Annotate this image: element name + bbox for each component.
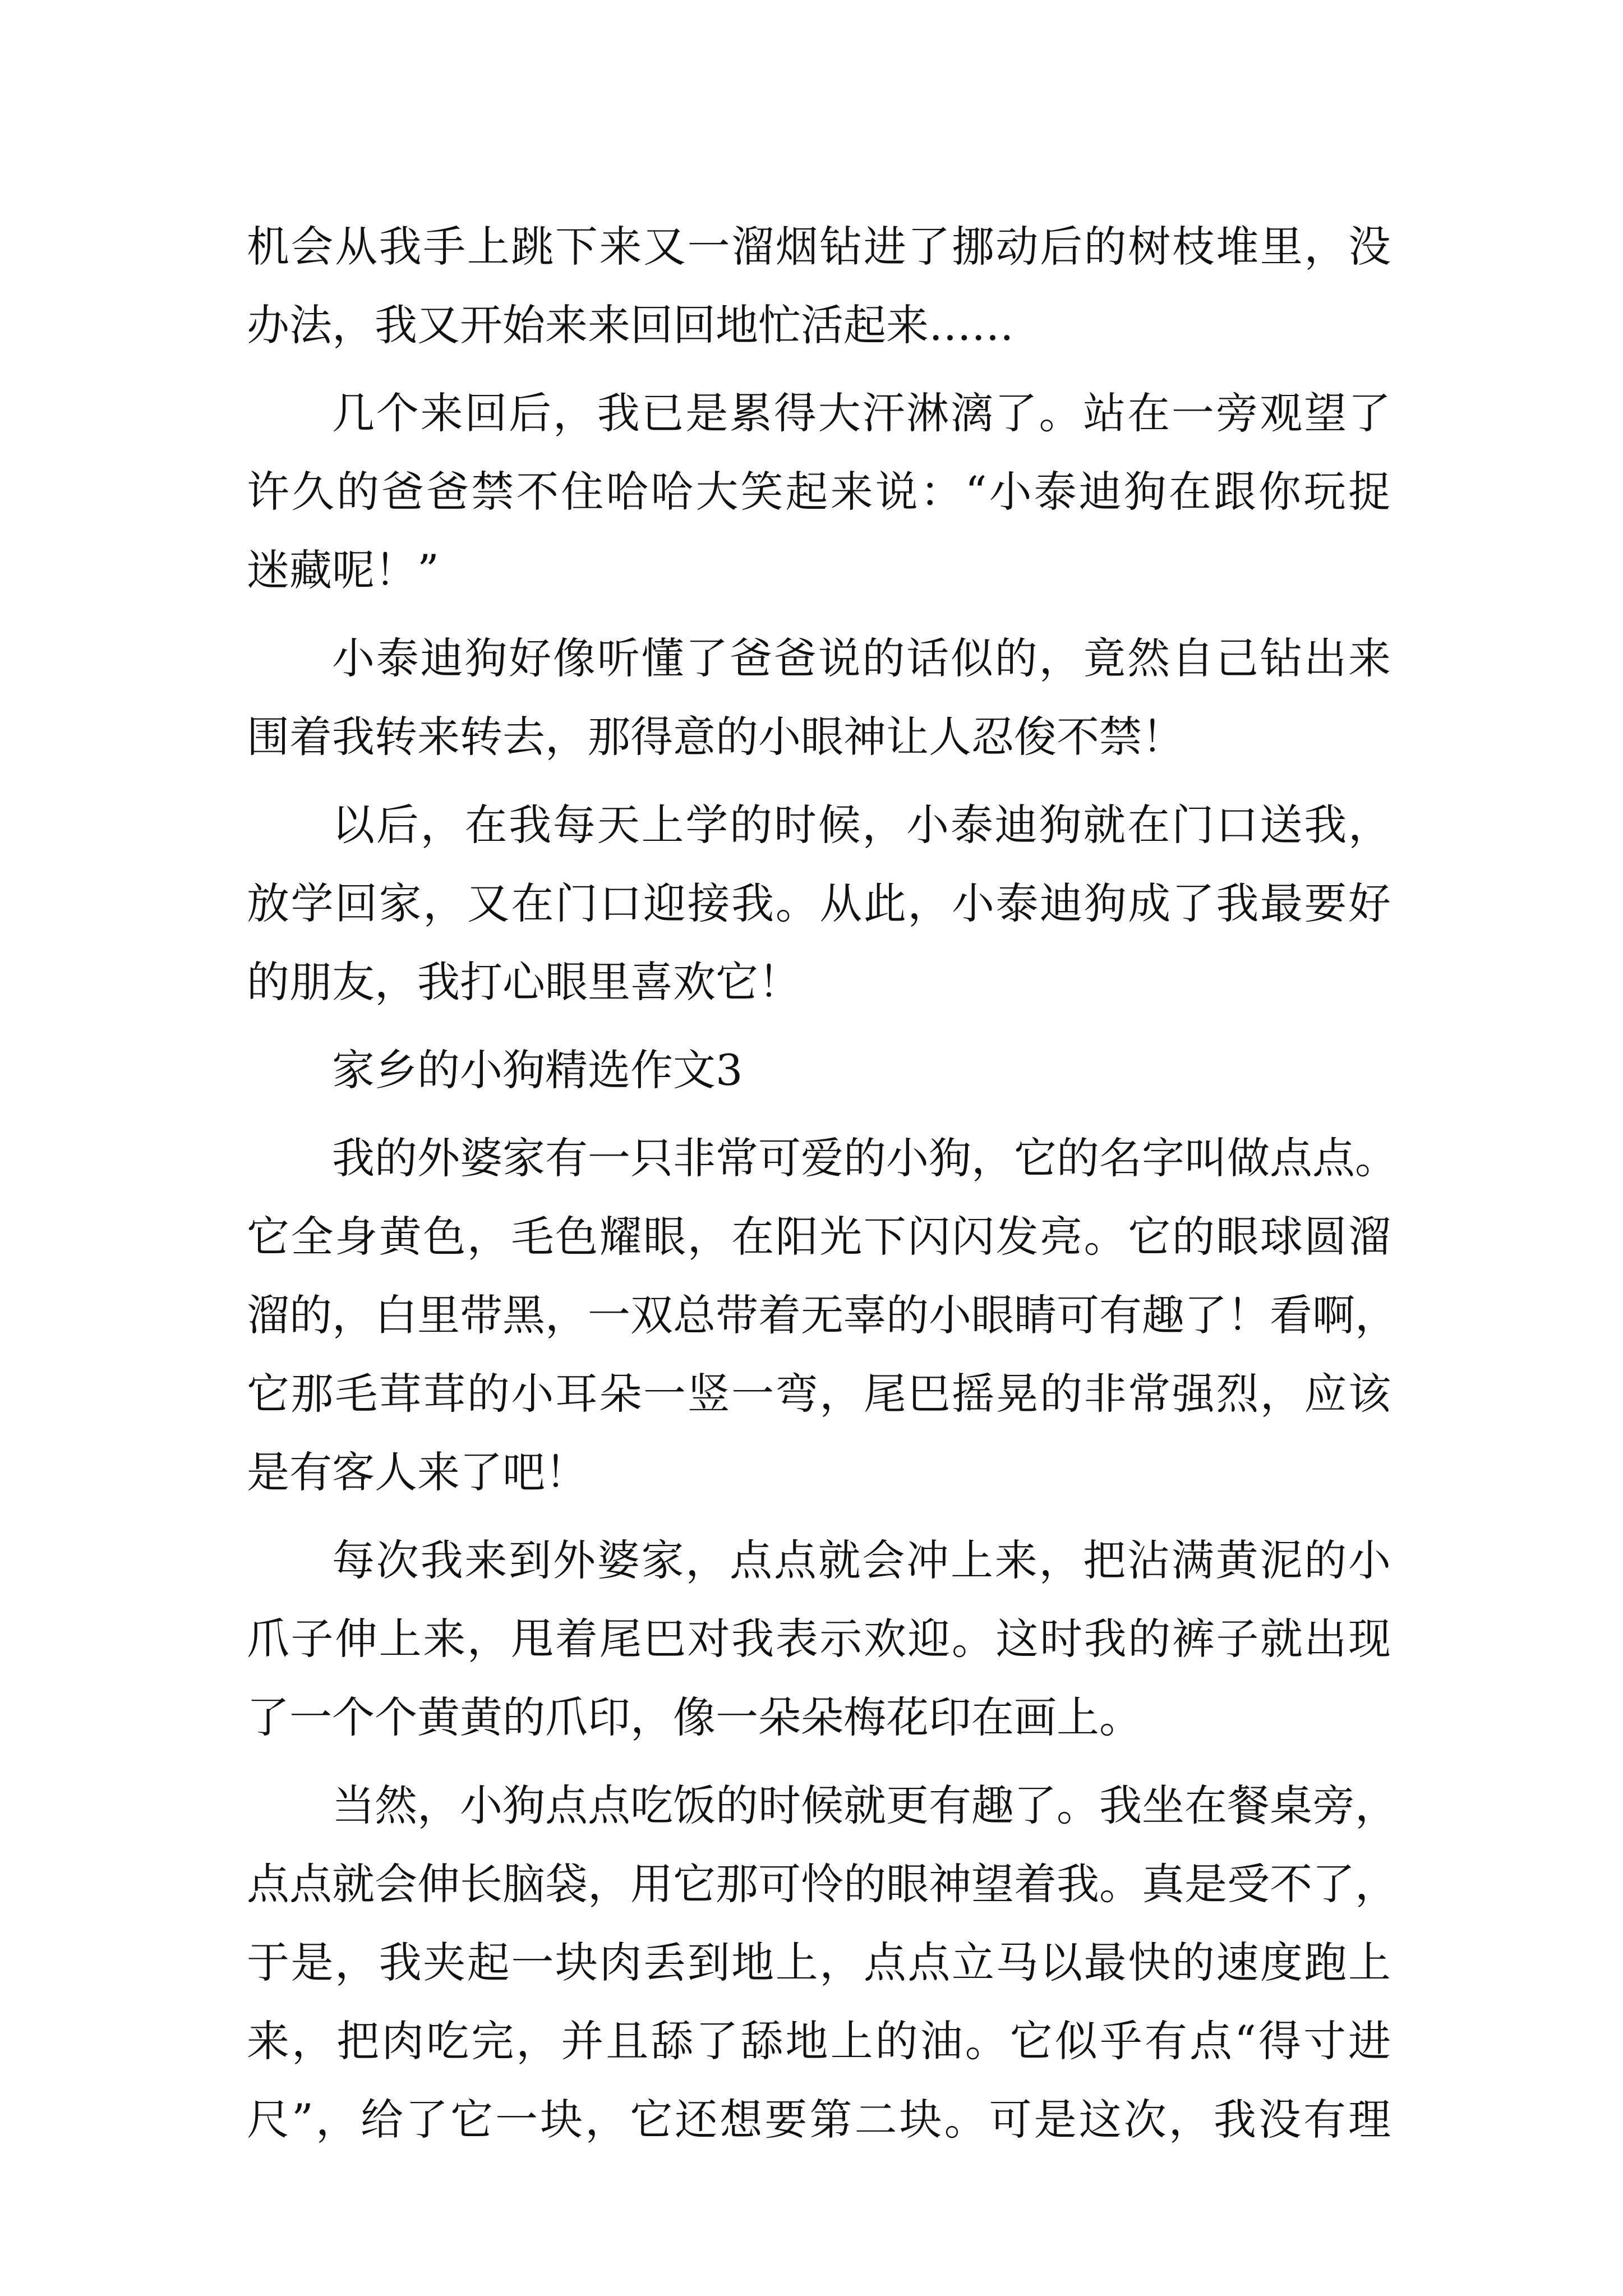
text-line: 围着我转来转去，那得意的小眼神让人忍俊不禁！ [247, 712, 1184, 762]
paragraph [247, 786, 1391, 1022]
text-line: 每次我来到外婆家，点点就会冲上来，把沾满黄泥的小 [332, 1535, 1391, 1585]
text-line: 它全身黄色，毛色耀眼，在阳光下闪闪发亮。它的眼球圆溜 [247, 1212, 1391, 1262]
section-heading [247, 1031, 1391, 1110]
text-line: 点点就会伸长脑袋，用它那可怜的眼神望着我。真是受不了， [247, 1859, 1398, 1909]
paragraph [247, 619, 1391, 776]
paragraph [247, 374, 1391, 610]
text-line: 于是，我夹起一块肉丢到地上，点点立马以最快的速度跑上 [247, 1938, 1391, 1987]
text-line: 几个来回后，我已是累得大汗淋漓了。站在一旁观望了 [332, 388, 1391, 438]
paragraph [247, 1521, 1391, 1757]
text-line: 是有客人来了吧！ [247, 1447, 588, 1497]
paragraph [247, 208, 1391, 365]
text-line: 当然，小狗点点吃饭的时候就更有趣了。我坐在餐桌旁， [332, 1780, 1398, 1830]
text-line: 以后，在我每天上学的时候，小泰迪狗就在门口送我， [332, 800, 1391, 850]
text-line: 放学回家，又在门口迎接我。从此，小泰迪狗成了我最要好 [247, 878, 1391, 928]
text-line: 许久的爸爸禁不住哈哈大笑起来说：“小泰迪狗在跟你玩捉 [247, 467, 1391, 517]
text-line: 爪子伸上来，甩着尾巴对我表示欢迎。这时我的裤子就出现 [247, 1614, 1391, 1664]
text-line: 机会从我手上跳下来又一溜烟钻进了挪动后的树枝堆里，没 [247, 222, 1391, 272]
paragraph [247, 1766, 1398, 2159]
text-line: 了一个个黄黄的爪印，像一朵朵梅花印在画上。 [247, 1692, 1142, 1742]
text-line: 办法，我又开始来来回回地忙活起来…… [247, 300, 1014, 350]
text-line: 的朋友，我打心眼里喜欢它！ [247, 957, 801, 1007]
paragraph [247, 1119, 1398, 1512]
heading-line: 家乡的小狗精选作文3 [332, 1045, 743, 1095]
text-line: 溜的，白里带黑，一双总带着无辜的小眼睛可有趣了！看啊， [247, 1290, 1398, 1340]
text-line: 它那毛茸茸的小耳朵一竖一弯，尾巴摇晃的非常强烈，应该 [247, 1369, 1391, 1419]
text-line: 来，把肉吃完，并且舔了舔地上的油。它似乎有点“得寸进 [247, 2016, 1391, 2066]
text-line: 迷藏呢！” [247, 545, 439, 595]
essay-body [247, 208, 1398, 2159]
text-line: 小泰迪狗好像听懂了爸爸说的话似的，竟然自己钻出来 [332, 633, 1391, 683]
text-line: 尺”，给了它一块，它还想要第二块。可是这次，我没有理 [247, 2095, 1391, 2145]
text-line: 我的外婆家有一只非常可爱的小狗，它的名字叫做点点。 [332, 1133, 1398, 1183]
